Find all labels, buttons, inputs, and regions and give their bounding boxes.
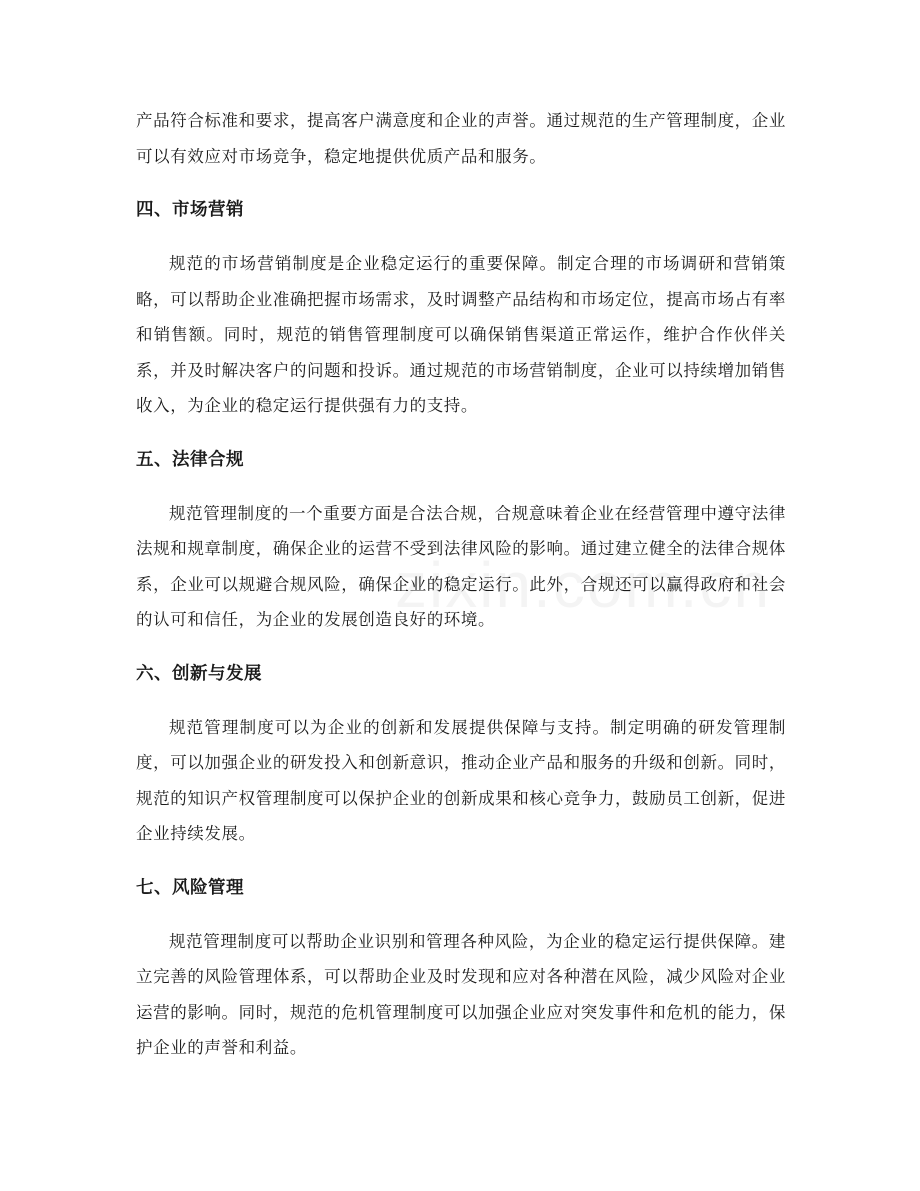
section-body-marketing: 规范的市场营销制度是企业稳定运行的重要保障。制定合理的市场调研和营销策略，可以帮助企业准确把握市场需求，及时调整产品结构和市场定位，提高市场占有率和销售额。同时，规范的销售管理制度可以确保销售渠道正常运作，维护合作伙伴关系，并及时解决客户的问题和投诉。通过规范的市场营销制度，企业可以持续增加销售收入，为企业的稳定运行提供强有力的支持。: [136, 254, 786, 415]
section-body-risk: 规范管理制度可以帮助企业识别和管理各种风险，为企业的稳定运行提供保障。建立完善的风险管理体系，可以帮助企业及时发现和应对各种潜在风险，减少风险对企业运营的影响。同时，规范的危机管理制度可以加强企业应对突发事件和危机的能力，保护企业的声誉和利益。: [136, 931, 786, 1057]
section-heading-legal: 五、法律合规: [136, 449, 244, 470]
section-heading-marketing: 四、市场营销: [136, 200, 244, 220]
section-heading-risk: 七、风险管理: [136, 877, 244, 898]
section-body-legal: 规范管理制度的一个重要方面是合法合规，合规意味着企业在经营管理中遵守法律法规和规章制度，确保企业的运营不受到法律风险的影响。通过建立健全的法律合规体系，企业可以规避合规风险，确保企业的稳定运行。此外，合规还可以赢得政府和社会的认可和信任，为企业的发展创造良好的环境。: [136, 503, 786, 629]
intro-paragraph: 产品符合标准和要求，提高客户满意度和企业的声誉。通过规范的生产管理制度，企业可以有效应对市场竞争，稳定地提供优质产品和服务。: [136, 111, 786, 166]
section-heading-innovation: 六、创新与发展: [136, 663, 262, 684]
watermark: [395, 548, 771, 622]
section-body-innovation: 规范管理制度可以为企业的创新和发展提供保障与支持。制定明确的研发管理制度，可以加强企业的研发投入和创新意识，推动企业产品和服务的升级和创新。同时，规范的知识产权管理制度可以保护企业的创新成果和核心竞争力，鼓励员工创新，促进企业持续发展。: [136, 717, 786, 843]
